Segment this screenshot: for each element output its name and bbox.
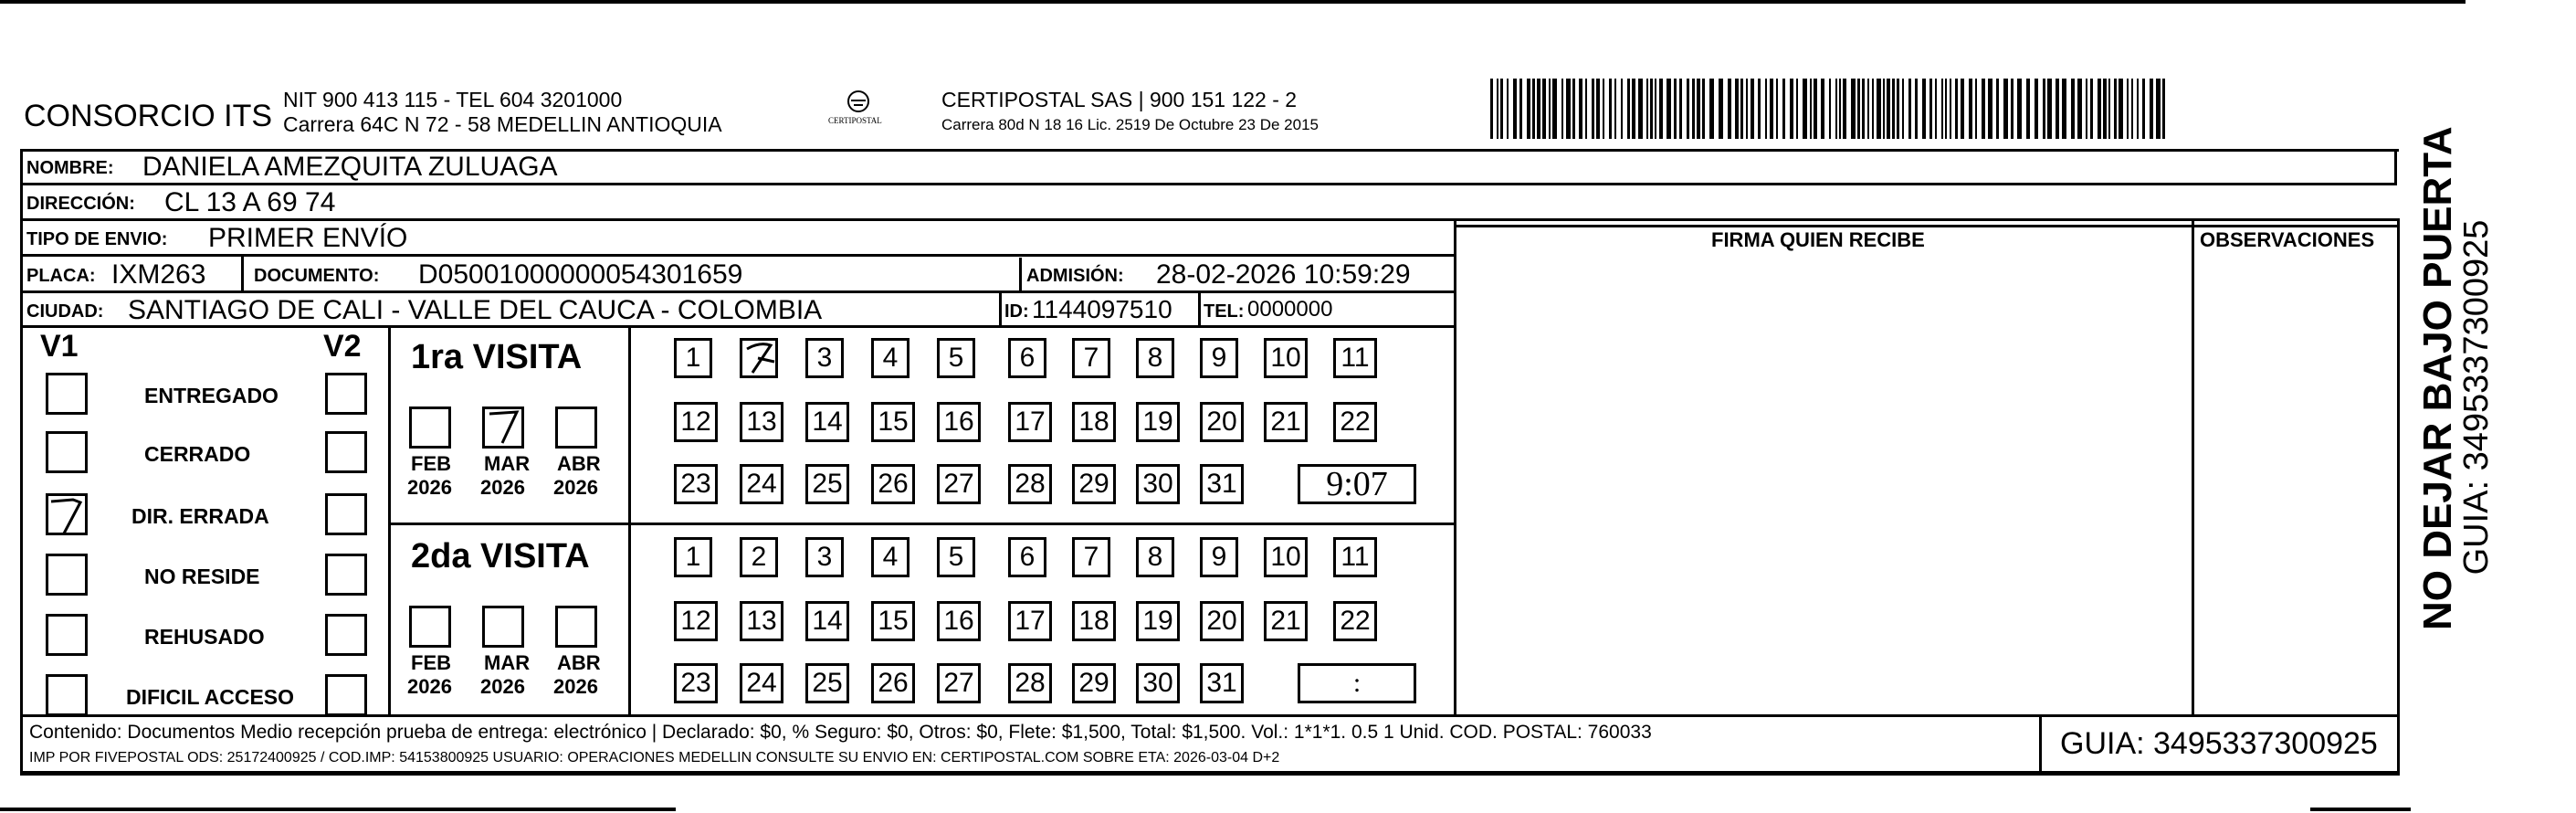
barcode-bar bbox=[2026, 79, 2030, 139]
certipostal-address: Carrera 80d N 18 16 Lic. 2519 De Octubre 23 De 2015 bbox=[941, 116, 1319, 133]
barcode-bar bbox=[1782, 79, 1785, 139]
barcode-bar bbox=[2156, 79, 2161, 139]
id-label: ID: bbox=[1004, 301, 1029, 322]
barcode-bar bbox=[1776, 79, 1778, 139]
barcode-bar bbox=[1687, 79, 1689, 139]
v2-checkbox[interactable] bbox=[325, 614, 367, 656]
day-box[interactable]: 10 bbox=[1264, 537, 1308, 577]
day-box[interactable]: 14 bbox=[805, 402, 849, 442]
day-box[interactable]: 26 bbox=[871, 464, 915, 504]
barcode-bar bbox=[1740, 79, 1743, 139]
day-box[interactable]: 2 bbox=[740, 537, 778, 577]
barcode-bar bbox=[1867, 79, 1869, 139]
barcode-bar bbox=[1527, 79, 1530, 139]
day-box[interactable]: 29 bbox=[1072, 663, 1116, 703]
day-box[interactable]: 17 bbox=[1008, 402, 1052, 442]
vline-admision bbox=[1019, 258, 1022, 290]
side-guia: GUIA: 3495337300925 bbox=[2457, 219, 2496, 575]
day-box[interactable]: 23 bbox=[674, 464, 718, 504]
day-box[interactable]: 14 bbox=[805, 601, 849, 641]
day-box[interactable]: 15 bbox=[871, 601, 915, 641]
barcode-bar bbox=[1513, 79, 1517, 139]
barcode-bar bbox=[1627, 79, 1630, 139]
visit-title: 2da VISITA bbox=[411, 537, 590, 575]
footer-contenido: Contenido: Documentos Medio recepción prueba de entrega: electrónico | Declarado: $0, % Seguro: $0, Otros: $0, Flete: $1,500, Total: $1,500. Vol.: 1*1*1. 0.5 1 Unid. COD. POSTAL: 760033 bbox=[29, 722, 1652, 743]
barcode-bar bbox=[1796, 79, 1798, 139]
barcode-bar bbox=[1592, 79, 1594, 139]
documento-value: D05001000000054301659 bbox=[418, 259, 743, 290]
hline-visit-split bbox=[388, 523, 1456, 525]
barcode-bar bbox=[1507, 79, 1509, 139]
barcode-bar bbox=[1537, 79, 1540, 139]
barcode-bar bbox=[1655, 79, 1656, 139]
ciudad-label: CIUDAD: bbox=[26, 301, 104, 322]
barcode-bar bbox=[1908, 79, 1911, 139]
side-text bbox=[2400, 126, 2496, 685]
barcode-bar bbox=[1996, 79, 1999, 139]
barcode-bar bbox=[2131, 79, 2133, 139]
certipostal-name: CERTIPOSTAL SAS | 900 151 122 - 2 bbox=[941, 88, 1298, 111]
barcode-bar bbox=[1892, 79, 1895, 139]
barcode-bar bbox=[1646, 79, 1648, 139]
day-box[interactable]: 25 bbox=[805, 663, 849, 703]
bottom-border-right bbox=[2310, 808, 2411, 811]
barcode-bar bbox=[1709, 79, 1714, 139]
barcode-bar bbox=[1621, 79, 1623, 139]
barcode-bar bbox=[1839, 79, 1841, 139]
barcode-bar bbox=[1667, 79, 1671, 139]
barcode-bar bbox=[1659, 79, 1663, 139]
barcode-bar bbox=[1638, 79, 1643, 139]
month-label: ABR bbox=[557, 651, 601, 674]
barcode-bar bbox=[1857, 79, 1860, 139]
barcode-bar bbox=[1735, 79, 1739, 139]
id-value: 1144097510 bbox=[1032, 295, 1172, 323]
barcode-bar bbox=[1862, 79, 1865, 139]
nombre-value: DANIELA AMEZQUITA ZULUAGA bbox=[142, 152, 558, 182]
admision-value: 28-02-2026 10:59:29 bbox=[1156, 259, 1411, 290]
barcode-bar bbox=[1679, 79, 1682, 139]
barcode-bar bbox=[1490, 79, 1493, 139]
barcode-bar bbox=[2077, 79, 2082, 139]
status-label: REHUSADO bbox=[144, 625, 265, 649]
company-nit: NIT 900 413 115 - TEL 604 3201000 bbox=[283, 88, 623, 111]
day-box[interactable]: 16 bbox=[937, 402, 981, 442]
day-box[interactable]: 3 bbox=[805, 338, 844, 378]
bottom-border-left bbox=[0, 808, 676, 811]
v1-checkbox[interactable] bbox=[46, 431, 88, 473]
barcode-bar bbox=[1975, 79, 1977, 139]
day-box[interactable]: 11 bbox=[1333, 537, 1377, 577]
barcode-bar bbox=[1851, 79, 1856, 139]
year-label: 2026 bbox=[553, 476, 598, 499]
row-line-1 bbox=[20, 183, 2397, 185]
day-box[interactable]: 9 bbox=[1200, 537, 1238, 577]
company-name: CONSORCIO ITS bbox=[24, 99, 273, 133]
year-label: 2026 bbox=[407, 476, 452, 499]
certipostal-logo bbox=[817, 90, 899, 135]
year-label: 2026 bbox=[553, 675, 598, 698]
month-checkbox[interactable] bbox=[409, 406, 451, 449]
day-box[interactable]: 6 bbox=[1008, 338, 1046, 378]
day-box[interactable]: 25 bbox=[805, 464, 849, 504]
barcode-bar bbox=[1746, 79, 1748, 139]
barcode-bar bbox=[1519, 79, 1522, 139]
barcode-bar bbox=[1609, 79, 1612, 139]
barcode-bar bbox=[1549, 79, 1551, 139]
day-box[interactable]: 18 bbox=[1072, 601, 1116, 641]
certipostal-logo-icon bbox=[817, 90, 899, 135]
row-line-footer bbox=[20, 714, 2399, 717]
vline-status bbox=[388, 325, 391, 714]
barcode-bar bbox=[1579, 79, 1582, 139]
documento-label: DOCUMENTO: bbox=[254, 266, 380, 286]
barcode-bar bbox=[1561, 79, 1563, 139]
day-box[interactable]: 30 bbox=[1136, 663, 1180, 703]
day-box[interactable]: 6 bbox=[1008, 537, 1046, 577]
day-box[interactable]: 18 bbox=[1072, 402, 1116, 442]
barcode-bar bbox=[1674, 79, 1677, 139]
barcode-bar bbox=[1955, 79, 1958, 139]
v1-checkbox[interactable] bbox=[46, 674, 88, 716]
day-box[interactable]: 21 bbox=[1264, 402, 1308, 442]
barcode-bar bbox=[2119, 79, 2123, 139]
time-box[interactable]: : bbox=[1298, 663, 1416, 703]
status-label: CERRADO bbox=[144, 442, 251, 466]
company-address: Carrera 64C N 72 - 58 MEDELLIN ANTIOQUIA bbox=[283, 112, 722, 136]
barcode-bar bbox=[1532, 79, 1535, 139]
day-box[interactable]: 8 bbox=[1136, 537, 1174, 577]
v2-checkbox[interactable] bbox=[325, 493, 367, 535]
barcode-bar bbox=[1770, 79, 1773, 139]
barcode-bar bbox=[1929, 79, 1932, 139]
barcode-bar bbox=[1719, 79, 1723, 139]
barcode bbox=[1490, 79, 2175, 141]
barcode-bar bbox=[2071, 79, 2075, 139]
barcode-bar bbox=[1542, 79, 1546, 139]
barcode-bar bbox=[2114, 79, 2117, 139]
barcode-bar bbox=[1814, 79, 1817, 139]
barcode-bar bbox=[1803, 79, 1807, 139]
v1-checkbox[interactable] bbox=[46, 493, 88, 535]
visit-title: 1ra VISITA bbox=[411, 338, 583, 376]
day-box[interactable]: 12 bbox=[674, 601, 718, 641]
day-box[interactable]: 20 bbox=[1200, 601, 1244, 641]
barcode-bar bbox=[1950, 79, 1951, 139]
row-line-3b bbox=[1456, 225, 2397, 227]
month-label: MAR bbox=[484, 452, 531, 475]
day-box[interactable]: 1 bbox=[674, 537, 712, 577]
vline-tel bbox=[1198, 290, 1201, 325]
barcode-bar bbox=[1961, 79, 1964, 139]
barcode-bar bbox=[1632, 79, 1635, 139]
day-box[interactable]: 28 bbox=[1008, 464, 1052, 504]
barcode-bar bbox=[1614, 79, 1616, 139]
status-label: DIR. ERRADA bbox=[131, 504, 269, 528]
barcode-bar bbox=[1500, 79, 1503, 139]
firma-header: FIRMA QUIEN RECIBE bbox=[1711, 228, 1925, 251]
day-box[interactable]: 5 bbox=[937, 537, 975, 577]
day-box[interactable]: 24 bbox=[740, 663, 783, 703]
day-box[interactable]: 22 bbox=[1333, 402, 1377, 442]
tipo-value: PRIMER ENVÍO bbox=[208, 223, 408, 253]
barcode-bar bbox=[1988, 79, 1992, 139]
day-box[interactable]: 12 bbox=[674, 402, 718, 442]
day-box[interactable]: 27 bbox=[937, 663, 981, 703]
barcode-bar bbox=[1829, 79, 1831, 139]
day-box[interactable]: 22 bbox=[1333, 601, 1377, 641]
barcode-bar bbox=[1941, 79, 1943, 139]
barcode-bar bbox=[2043, 79, 2045, 139]
barcode-bar bbox=[1810, 79, 1812, 139]
barcode-bar bbox=[1872, 79, 1874, 139]
day-box[interactable]: 19 bbox=[1136, 402, 1180, 442]
month-checkbox[interactable] bbox=[409, 606, 451, 648]
tel-value: 0000000 bbox=[1247, 297, 1333, 322]
barcode-bar bbox=[1692, 79, 1695, 139]
barcode-bar bbox=[2150, 79, 2153, 139]
barcode-bar bbox=[1887, 79, 1890, 139]
barcode-bar bbox=[2003, 79, 2008, 139]
barcode-bar bbox=[2098, 79, 2101, 139]
v2-checkbox[interactable] bbox=[325, 373, 367, 415]
v2-checkbox[interactable] bbox=[325, 674, 367, 716]
barcode-bar bbox=[2137, 79, 2139, 139]
barcode-bar bbox=[1697, 79, 1700, 139]
barcode-bar bbox=[1821, 79, 1824, 139]
v2-checkbox[interactable] bbox=[325, 554, 367, 596]
observaciones-header: OBSERVACIONES bbox=[2200, 228, 2375, 251]
row-line-2 bbox=[20, 218, 2397, 221]
status-label: DIFICIL ACCESO bbox=[126, 685, 295, 709]
barcode-bar bbox=[1728, 79, 1731, 139]
barcode-bar bbox=[1915, 79, 1918, 139]
month-label: FEB bbox=[411, 651, 451, 674]
day-box[interactable]: 11 bbox=[1333, 338, 1377, 378]
day-box[interactable]: 20 bbox=[1200, 402, 1244, 442]
placa-label: PLACA: bbox=[26, 266, 96, 286]
vline-visits bbox=[628, 325, 631, 714]
v1-label: V1 bbox=[40, 329, 79, 364]
check-mark-icon bbox=[482, 406, 524, 449]
day-box[interactable]: 16 bbox=[937, 601, 981, 641]
barcode-bar bbox=[1702, 79, 1705, 139]
day-box[interactable]: 31 bbox=[1200, 464, 1244, 504]
day-box[interactable]: 21 bbox=[1264, 601, 1308, 641]
barcode-bar bbox=[2108, 79, 2110, 139]
day-box[interactable]: 5 bbox=[937, 338, 975, 378]
row-line-bottom bbox=[20, 773, 2399, 776]
barcode-bar bbox=[2090, 79, 2093, 139]
day-box[interactable]: 29 bbox=[1072, 464, 1116, 504]
vline-id bbox=[999, 290, 1002, 325]
month-checkbox[interactable] bbox=[555, 606, 597, 648]
day-box[interactable]: 23 bbox=[674, 663, 718, 703]
v1-checkbox[interactable] bbox=[46, 614, 88, 656]
month-label: ABR bbox=[557, 452, 601, 475]
barcode-bar bbox=[1877, 79, 1881, 139]
ciudad-value: SANTIAGO DE CALI - VALLE DEL CAUCA - COLOMBIA bbox=[128, 295, 823, 325]
barcode-bar bbox=[1596, 79, 1600, 139]
row-line-4 bbox=[20, 290, 1456, 293]
top-border bbox=[0, 0, 2466, 4]
barcode-bar bbox=[1883, 79, 1885, 139]
barcode-bar bbox=[2103, 79, 2107, 139]
barcode-bar bbox=[1843, 79, 1846, 139]
tipo-label: TIPO DE ENVIO: bbox=[26, 229, 168, 249]
placa-value: IXM263 bbox=[111, 259, 206, 290]
day-box[interactable]: 1 bbox=[674, 338, 712, 378]
day-box[interactable]: 7 bbox=[1072, 338, 1110, 378]
day-box[interactable]: 10 bbox=[1264, 338, 1308, 378]
barcode-bar bbox=[1552, 79, 1557, 139]
day-box[interactable]: 9 bbox=[1200, 338, 1238, 378]
check-mark-icon bbox=[46, 493, 88, 535]
barcode-bar bbox=[1835, 79, 1837, 139]
barcode-bar bbox=[1902, 79, 1904, 139]
barcode-bar bbox=[2162, 79, 2165, 139]
direccion-label: DIRECCIÓN: bbox=[26, 194, 135, 214]
barcode-bar bbox=[1790, 79, 1793, 139]
day-box[interactable]: 27 bbox=[937, 464, 981, 504]
barcode-bar bbox=[1945, 79, 1947, 139]
barcode-bar bbox=[2127, 79, 2129, 139]
day-box[interactable]: 17 bbox=[1008, 601, 1052, 641]
barcode-bar bbox=[1751, 79, 1754, 139]
row-line-5 bbox=[20, 325, 1456, 328]
direccion-value: CL 13 A 69 74 bbox=[164, 187, 336, 217]
barcode-bar bbox=[2142, 79, 2145, 139]
day-box[interactable]: 13 bbox=[740, 601, 783, 641]
time-box[interactable]: 9:07 bbox=[1298, 464, 1416, 504]
day-box[interactable]: 26 bbox=[871, 663, 915, 703]
footer-imp: IMP POR FIVEPOSTAL ODS: 25172400925 / COD.IMP: 54153800925 USUARIO: OPERACIONES MEDELLIN CONSULTE SU ENVIO EN: CERTIPOSTAL.COM SOBRE ETA: 2026-03-04 D+2 bbox=[29, 750, 1280, 765]
barcode-bar bbox=[2056, 79, 2059, 139]
barcode-bar bbox=[1969, 79, 1972, 139]
month-checkbox[interactable] bbox=[482, 406, 524, 449]
admision-label: ADMISIÓN: bbox=[1026, 266, 1124, 286]
day-box[interactable]: 4 bbox=[871, 537, 909, 577]
barcode-bar bbox=[2035, 79, 2038, 139]
month-label: MAR bbox=[484, 651, 531, 674]
barcode-bar bbox=[2011, 79, 2013, 139]
day-mark-icon bbox=[740, 338, 783, 378]
barcode-bar bbox=[1572, 79, 1575, 139]
nombre-label: NOMBRE: bbox=[26, 158, 114, 178]
barcode-bar bbox=[1765, 79, 1767, 139]
vline-firma bbox=[1454, 218, 1456, 717]
barcode-bar bbox=[2086, 79, 2087, 139]
day-box[interactable]: 19 bbox=[1136, 601, 1180, 641]
v1-checkbox[interactable] bbox=[46, 373, 88, 415]
v1-checkbox[interactable] bbox=[46, 554, 88, 596]
barcode-bar bbox=[1982, 79, 1985, 139]
day-box[interactable]: 3 bbox=[805, 537, 844, 577]
year-label: 2026 bbox=[480, 675, 525, 698]
status-label: NO RESIDE bbox=[144, 565, 260, 588]
day-box[interactable]: 15 bbox=[871, 402, 915, 442]
barcode-bar bbox=[1585, 79, 1587, 139]
day-box[interactable]: 31 bbox=[1200, 663, 1244, 703]
day-box[interactable]: 8 bbox=[1136, 338, 1174, 378]
barcode-bar bbox=[1650, 79, 1653, 139]
form-right-edge bbox=[2394, 149, 2397, 184]
day-box[interactable]: 13 bbox=[740, 402, 783, 442]
v2-label: V2 bbox=[323, 329, 362, 364]
barcode-bar bbox=[1566, 79, 1571, 139]
v2-checkbox[interactable] bbox=[325, 431, 367, 473]
day-box[interactable]: 30 bbox=[1136, 464, 1180, 504]
day-box[interactable]: 7 bbox=[1072, 537, 1110, 577]
vline-obs bbox=[2192, 218, 2194, 717]
status-label: ENTREGADO bbox=[144, 384, 279, 407]
row-line-3 bbox=[20, 254, 1456, 257]
barcode-bar bbox=[1603, 79, 1604, 139]
year-label: 2026 bbox=[407, 675, 452, 698]
barcode-bar bbox=[1758, 79, 1761, 139]
day-box[interactable]: 4 bbox=[871, 338, 909, 378]
barcode-bar bbox=[1922, 79, 1926, 139]
barcode-bar bbox=[2047, 79, 2052, 139]
day-box[interactable]: 24 bbox=[740, 464, 783, 504]
day-box[interactable] bbox=[740, 338, 778, 378]
side-warning: NO DEJAR BAJO PUERTA bbox=[2415, 126, 2460, 630]
month-label: FEB bbox=[411, 452, 451, 475]
year-label: 2026 bbox=[480, 476, 525, 499]
vline-placa bbox=[241, 254, 244, 290]
vline-guia bbox=[2039, 714, 2042, 775]
footer-guia: GUIA: 3495337300925 bbox=[2060, 726, 2378, 761]
barcode-bar bbox=[1935, 79, 1937, 139]
barcode-bar bbox=[2062, 79, 2066, 139]
day-box[interactable]: 28 bbox=[1008, 663, 1052, 703]
barcode-bar bbox=[2017, 79, 2022, 139]
month-checkbox[interactable] bbox=[482, 606, 524, 648]
logo-text: CERTIPOSTAL bbox=[828, 116, 882, 125]
tel-label: TEL: bbox=[1204, 301, 1245, 322]
barcode-bar bbox=[1497, 79, 1498, 139]
barcode-bar bbox=[1897, 79, 1899, 139]
month-checkbox[interactable] bbox=[555, 406, 597, 449]
